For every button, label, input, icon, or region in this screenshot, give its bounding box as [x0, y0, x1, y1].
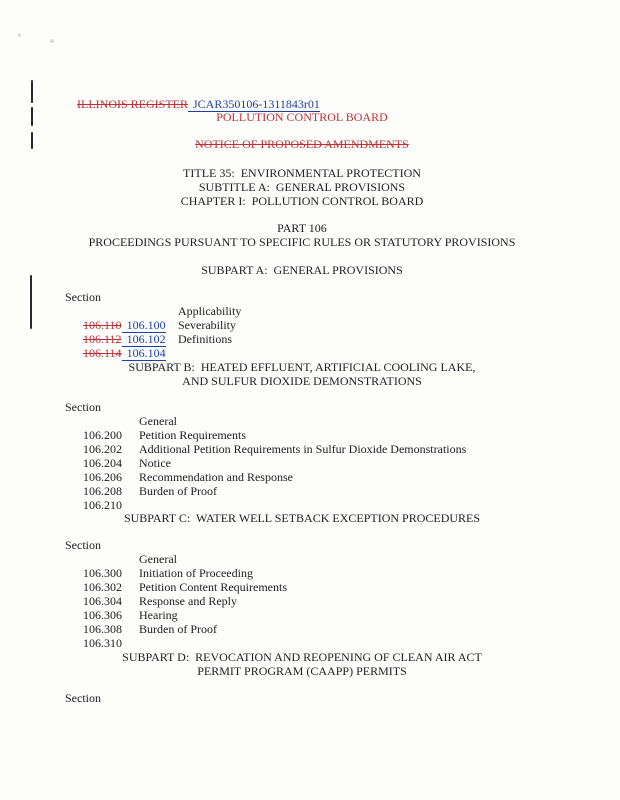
subtitle-line: SUBTITLE A: GENERAL PROVISIONS: [198, 180, 406, 194]
new-section-number: 106.104: [122, 346, 166, 361]
chapter-line: CHAPTER I: POLLUTION CONTROL BOARD: [180, 194, 424, 208]
section-number: 106.204: [83, 456, 122, 470]
section-number: 106.306: [83, 608, 122, 622]
section-title: Burden of Proof: [139, 622, 217, 636]
toc-row: [65, 484, 217, 512]
jcar-docket-link[interactable]: JCAR350106-1311843r01: [188, 97, 320, 112]
board-title: POLLUTION CONTROL BOARD: [216, 110, 388, 124]
subpart-b-heading-line1: SUBPART B: HEATED EFFLUENT, ARTIFICIAL COOLING LAKE,: [128, 360, 476, 374]
toc-row: [65, 414, 177, 442]
section-title: Additional Petition Requirements in Sulfur Dioxide Demonstrations: [139, 442, 467, 456]
subpart-a-toc: [65, 290, 242, 360]
part-number: PART 106: [277, 221, 327, 235]
struck-register-title: ILLINOIS REGISTER: [77, 97, 188, 111]
toc-row: [65, 428, 246, 456]
section-title: General: [139, 414, 177, 428]
old-section-number: 106.114: [83, 346, 122, 360]
section-title: Petition Requirements: [139, 428, 246, 442]
section-title: Response and Reply: [139, 594, 237, 608]
old-section-number: 106.110: [83, 318, 122, 332]
change-bar: [31, 132, 33, 149]
section-title: Burden of Proof: [139, 484, 217, 498]
toc-row: [65, 456, 171, 484]
section-number: 106.304: [83, 594, 122, 608]
section-title: Hearing: [139, 608, 178, 622]
section-number: 106.202: [83, 442, 122, 456]
section-title: Petition Content Requirements: [139, 580, 287, 594]
section-number: 106.210: [83, 498, 122, 512]
subpart-d-heading: [50, 650, 554, 678]
title-block: [50, 166, 554, 208]
change-bar: [31, 107, 33, 126]
section-number: 106.300: [83, 566, 122, 580]
section-title: Recommendation and Response: [139, 470, 293, 484]
section-number: 106.310: [83, 636, 122, 650]
section-title: Definitions: [178, 332, 232, 346]
section-title: Severability: [178, 318, 236, 332]
scan-artifact: [49, 38, 54, 43]
part-title: PROCEEDINGS PURSUANT TO SPECIFIC RULES OR STATUTORY PROVISIONS: [88, 235, 516, 249]
subpart-d-heading-line2: PERMIT PROGRAM (CAAPP) PERMITS: [197, 664, 407, 678]
subpart-c-heading: SUBPART C: WATER WELL SETBACK EXCEPTION PROCEDURES: [123, 511, 481, 525]
subpart-d-heading-line1: SUBPART D: REVOCATION AND REOPENING OF CLEAN AIR ACT: [122, 650, 482, 664]
part-block: [50, 221, 554, 249]
old-section-number: 106.112: [83, 332, 122, 346]
subpart-b-heading: [50, 360, 554, 388]
section-title: Applicability: [178, 304, 242, 318]
section-label: Section: [65, 538, 101, 552]
scan-artifact: [18, 33, 21, 37]
subpart-c-toc: [65, 538, 287, 650]
subpart-a-heading: SUBPART A: GENERAL PROVISIONS: [201, 263, 403, 277]
change-bar: [31, 80, 33, 103]
section-number: 106.206: [83, 470, 122, 484]
toc-row: [65, 552, 177, 580]
section-number: 106.200: [83, 428, 122, 442]
subpart-d-section-label: Section: [65, 691, 101, 705]
toc-row: [65, 332, 232, 360]
title-line: TITLE 35: ENVIRONMENTAL PROTECTION: [183, 166, 421, 180]
section-number: 106.302: [83, 580, 122, 594]
struck-notice-heading: NOTICE OF PROPOSED AMENDMENTS: [195, 137, 409, 151]
change-bar: [30, 275, 32, 329]
subpart-b-toc: [65, 400, 467, 512]
section-title: Initiation of Proceeding: [139, 566, 253, 580]
section-number: 106.308: [83, 622, 122, 636]
section-number: 106.208: [83, 484, 122, 498]
new-section-number: 106.100: [122, 318, 166, 333]
toc-row: [65, 622, 217, 650]
section-label: Section: [65, 400, 101, 414]
new-section-number: 106.102: [122, 332, 166, 347]
section-title: General: [139, 552, 177, 566]
section-title: Notice: [139, 456, 171, 470]
section-label: Section: [65, 290, 101, 304]
subpart-b-heading-line2: AND SULFUR DIOXIDE DEMONSTRATIONS: [182, 374, 422, 388]
